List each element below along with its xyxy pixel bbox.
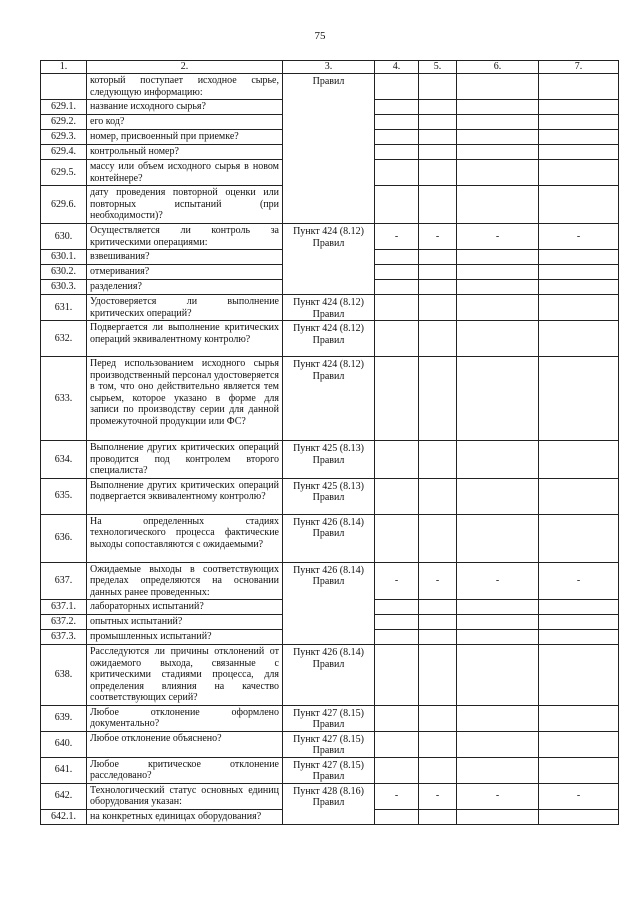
- answer-cell: [419, 321, 457, 357]
- question-text: Осуществляется ли контроль за критическими операциями:: [87, 224, 283, 250]
- item-number: 635.: [41, 478, 87, 514]
- answer-cell: [539, 705, 619, 731]
- answer-cell: [419, 809, 457, 824]
- answer-cell: [539, 478, 619, 514]
- answer-cell: [539, 186, 619, 224]
- answer-cell: [539, 615, 619, 630]
- answer-cell: [375, 145, 419, 160]
- answer-cell: [375, 280, 419, 295]
- question-text: опытных испытаний?: [87, 615, 283, 630]
- answer-cell: [457, 280, 539, 295]
- answer-cell: [539, 145, 619, 160]
- answer-cell: [419, 115, 457, 130]
- answer-cell: [419, 186, 457, 224]
- answer-cell: [539, 321, 619, 357]
- item-number: 629.4.: [41, 145, 87, 160]
- answer-cell: [375, 645, 419, 706]
- answer-cell: [457, 630, 539, 645]
- page-number: 75: [314, 30, 326, 42]
- table-row: [41, 224, 619, 250]
- answer-cell: [457, 130, 539, 145]
- answer-cell: [539, 645, 619, 706]
- checklist-body: [41, 61, 619, 825]
- answer-cell: [457, 441, 539, 479]
- table-row: [41, 645, 619, 706]
- answer-cell: [419, 145, 457, 160]
- dash-mark: -: [539, 783, 619, 809]
- answer-cell: [419, 514, 457, 562]
- item-number: 634.: [41, 441, 87, 479]
- answer-cell: [539, 600, 619, 615]
- dash-mark: -: [419, 224, 457, 250]
- question-text: дату проведения повторной оценки или повторных испытаний (при необходимости)?: [87, 186, 283, 224]
- item-number: 639.: [41, 705, 87, 731]
- answer-cell: [419, 478, 457, 514]
- legal-reference: Правил: [283, 74, 375, 224]
- question-text: промышленных испытаний?: [87, 630, 283, 645]
- item-number: 636.: [41, 514, 87, 562]
- answer-cell: [457, 731, 539, 757]
- question-text: Технологический статус основных единиц оборудования указан:: [87, 783, 283, 809]
- answer-cell: [375, 295, 419, 321]
- item-number: 632.: [41, 321, 87, 357]
- item-number: 629.5.: [41, 160, 87, 186]
- answer-cell: [457, 615, 539, 630]
- answer-cell: [539, 757, 619, 783]
- answer-cell: [375, 100, 419, 115]
- question-text: отмеривания?: [87, 265, 283, 280]
- item-number: 629.2.: [41, 115, 87, 130]
- item-number: 630.2.: [41, 265, 87, 280]
- answer-cell: [375, 115, 419, 130]
- dash-mark: -: [457, 224, 539, 250]
- question-text: который поступает исходное сырье, следующую информацию:: [87, 74, 283, 100]
- answer-cell: [457, 321, 539, 357]
- item-number: 629.1.: [41, 100, 87, 115]
- table-row: [41, 514, 619, 562]
- answer-cell: [457, 809, 539, 824]
- answer-cell: [419, 731, 457, 757]
- answer-cell: [419, 630, 457, 645]
- answer-cell: [375, 186, 419, 224]
- item-number: 640.: [41, 731, 87, 757]
- answer-cell: [457, 145, 539, 160]
- dash-mark: -: [539, 562, 619, 600]
- item-number: 637.2.: [41, 615, 87, 630]
- table-row: [41, 441, 619, 479]
- dash-mark: -: [419, 562, 457, 600]
- answer-cell: [539, 265, 619, 280]
- question-text: Любое отклонение объяснено?: [87, 731, 283, 757]
- answer-cell: [457, 514, 539, 562]
- legal-reference: Пункт 424 (8.12) Правил: [283, 295, 375, 321]
- answer-cell: [539, 514, 619, 562]
- answer-cell: [419, 705, 457, 731]
- answer-cell: [539, 357, 619, 441]
- answer-cell: [375, 74, 419, 100]
- item-number: 637.: [41, 562, 87, 600]
- question-text: Подвергается ли выполнение критических операций эквивалентному контролю?: [87, 321, 283, 357]
- question-text: взвешивания?: [87, 250, 283, 265]
- answer-cell: [419, 757, 457, 783]
- column-header-4: 4.: [375, 61, 419, 74]
- item-number: 630.: [41, 224, 87, 250]
- answer-cell: [375, 757, 419, 783]
- question-text: название исходного сырья?: [87, 100, 283, 115]
- answer-cell: [419, 295, 457, 321]
- answer-cell: [539, 115, 619, 130]
- question-text: массу или объем исходного сырья в новом контейнере?: [87, 160, 283, 186]
- question-text: Удостоверяется ли выполнение критических операций?: [87, 295, 283, 321]
- question-text: На определенных стадиях технологического процесса фактические выходы сопоставляются с ожидаемыми?: [87, 514, 283, 562]
- question-text: разделения?: [87, 280, 283, 295]
- table-row: [41, 705, 619, 731]
- table-row: [41, 783, 619, 809]
- question-text: Расследуются ли причины отклонений от ожидаемого выхода, связанные с критическими стадиями процесса, для определения влияния на качество соответствующих серий?: [87, 645, 283, 706]
- item-number: 630.1.: [41, 250, 87, 265]
- question-text: Любое отклонение оформлено документально?: [87, 705, 283, 731]
- answer-cell: [375, 265, 419, 280]
- legal-reference: Пункт 424 (8.12) Правил: [283, 224, 375, 295]
- question-text: Любое критическое отклонение расследовано?: [87, 757, 283, 783]
- column-header-7: 7.: [539, 61, 619, 74]
- item-number: 642.1.: [41, 809, 87, 824]
- legal-reference: Пункт 427 (8.15) Правил: [283, 705, 375, 731]
- answer-cell: [419, 357, 457, 441]
- column-header-6: 6.: [457, 61, 539, 74]
- question-text: Ожидаемые выходы в соответствующих пределах определяются на основании данных ранее проведенных:: [87, 562, 283, 600]
- answer-cell: [457, 357, 539, 441]
- item-number: 631.: [41, 295, 87, 321]
- answer-cell: [419, 615, 457, 630]
- legal-reference: Пункт 427 (8.15) Правил: [283, 757, 375, 783]
- answer-cell: [457, 160, 539, 186]
- answer-cell: [419, 280, 457, 295]
- dash-mark: -: [419, 783, 457, 809]
- answer-cell: [419, 645, 457, 706]
- answer-cell: [539, 295, 619, 321]
- item-number: 637.3.: [41, 630, 87, 645]
- answer-cell: [419, 250, 457, 265]
- dash-mark: -: [539, 224, 619, 250]
- answer-cell: [457, 757, 539, 783]
- answer-cell: [457, 295, 539, 321]
- answer-cell: [375, 705, 419, 731]
- answer-cell: [419, 265, 457, 280]
- table-row: [41, 757, 619, 783]
- answer-cell: [419, 130, 457, 145]
- dash-mark: -: [375, 224, 419, 250]
- answer-cell: [375, 731, 419, 757]
- dash-mark: -: [375, 562, 419, 600]
- column-header-2: 2.: [87, 61, 283, 74]
- dash-mark: -: [375, 783, 419, 809]
- question-text: лабораторных испытаний?: [87, 600, 283, 615]
- legal-reference: Пункт 425 (8.13) Правил: [283, 441, 375, 479]
- answer-cell: [539, 630, 619, 645]
- table-row: [41, 295, 619, 321]
- answer-cell: [539, 731, 619, 757]
- legal-reference: Пункт 424 (8.12) Правил: [283, 357, 375, 441]
- answer-cell: [375, 160, 419, 186]
- item-number: 629.3.: [41, 130, 87, 145]
- answer-cell: [457, 250, 539, 265]
- item-number: 629.6.: [41, 186, 87, 224]
- answer-cell: [457, 100, 539, 115]
- answer-cell: [457, 600, 539, 615]
- answer-cell: [375, 600, 419, 615]
- checklist-table: [40, 60, 619, 825]
- answer-cell: [457, 265, 539, 280]
- item-number: 637.1.: [41, 600, 87, 615]
- answer-cell: [375, 630, 419, 645]
- answer-cell: [375, 514, 419, 562]
- answer-cell: [375, 130, 419, 145]
- table-row: [41, 478, 619, 514]
- legal-reference: Пункт 427 (8.15) Правил: [283, 731, 375, 757]
- item-number: 638.: [41, 645, 87, 706]
- answer-cell: [539, 441, 619, 479]
- answer-cell: [375, 321, 419, 357]
- answer-cell: [419, 441, 457, 479]
- answer-cell: [539, 130, 619, 145]
- item-number: 630.3.: [41, 280, 87, 295]
- item-number: 642.: [41, 783, 87, 809]
- answer-cell: [419, 74, 457, 100]
- answer-cell: [375, 250, 419, 265]
- answer-cell: [419, 160, 457, 186]
- answer-cell: [539, 74, 619, 100]
- answer-cell: [457, 705, 539, 731]
- answer-cell: [419, 600, 457, 615]
- legal-reference: Пункт 428 (8.16) Правил: [283, 783, 375, 824]
- answer-cell: [375, 478, 419, 514]
- legal-reference: Пункт 426 (8.14) Правил: [283, 514, 375, 562]
- answer-cell: [375, 357, 419, 441]
- question-text: на конкретных единицах оборудования?: [87, 809, 283, 824]
- dash-mark: -: [457, 783, 539, 809]
- legal-reference: Пункт 424 (8.12) Правил: [283, 321, 375, 357]
- answer-cell: [375, 615, 419, 630]
- dash-mark: -: [457, 562, 539, 600]
- answer-cell: [457, 186, 539, 224]
- answer-cell: [457, 74, 539, 100]
- column-header-5: 5.: [419, 61, 457, 74]
- column-header-3: 3.: [283, 61, 375, 74]
- table-row: [41, 357, 619, 441]
- question-text: Выполнение других критических операций проводится под контролем второго специалиста?: [87, 441, 283, 479]
- answer-cell: [375, 809, 419, 824]
- table-row: [41, 731, 619, 757]
- question-text: номер, присвоенный при приемке?: [87, 130, 283, 145]
- answer-cell: [457, 115, 539, 130]
- answer-cell: [375, 441, 419, 479]
- question-text: Выполнение других критических операций подвергается эквивалентному контролю?: [87, 478, 283, 514]
- column-header-1: 1.: [41, 61, 87, 74]
- question-text: Перед использованием исходного сырья производственный персонал удостоверяется в том, что оно действительно является тем сырьем, которое указано в форме для записи по производству серии для данной промежуточной продукции или ФС?: [87, 357, 283, 441]
- answer-cell: [539, 250, 619, 265]
- item-number: 633.: [41, 357, 87, 441]
- answer-cell: [539, 809, 619, 824]
- answer-cell: [539, 100, 619, 115]
- question-text: контрольный номер?: [87, 145, 283, 160]
- answer-cell: [457, 478, 539, 514]
- table-row: [41, 562, 619, 600]
- table-row: [41, 74, 619, 100]
- item-number: [41, 74, 87, 100]
- question-text: его код?: [87, 115, 283, 130]
- answer-cell: [539, 160, 619, 186]
- header-row: [41, 61, 619, 74]
- answer-cell: [539, 280, 619, 295]
- legal-reference: Пункт 425 (8.13) Правил: [283, 478, 375, 514]
- answer-cell: [419, 100, 457, 115]
- item-number: 641.: [41, 757, 87, 783]
- legal-reference: Пункт 426 (8.14) Правил: [283, 645, 375, 706]
- answer-cell: [457, 645, 539, 706]
- table-row: [41, 321, 619, 357]
- legal-reference: Пункт 426 (8.14) Правил: [283, 562, 375, 645]
